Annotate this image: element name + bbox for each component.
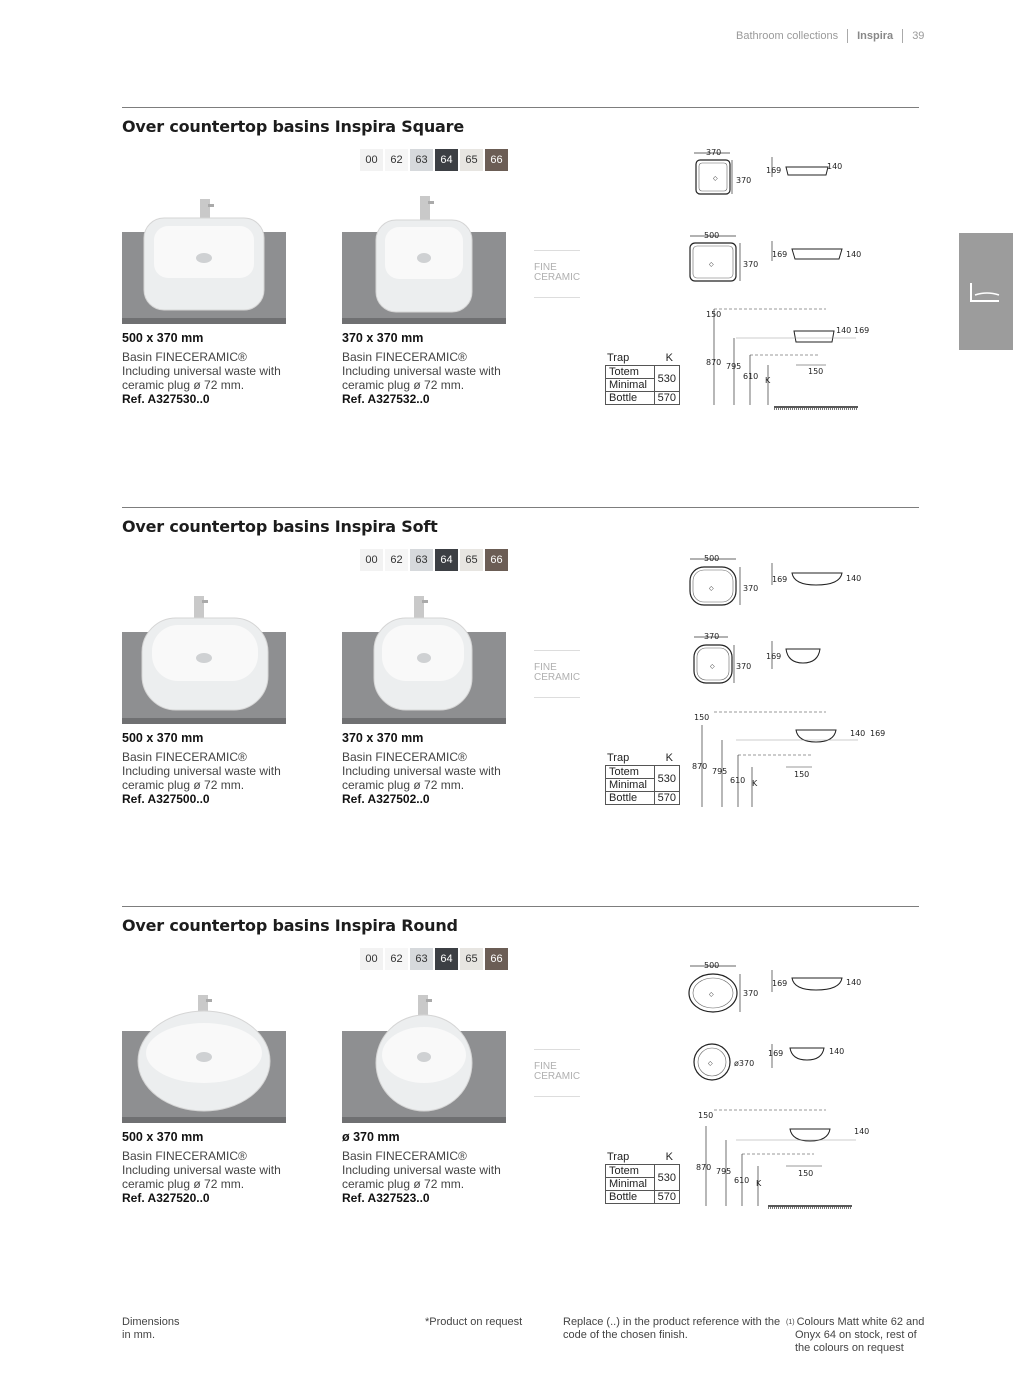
footer-text: in mm. <box>122 1329 155 1341</box>
header-section: Bathroom collections <box>736 30 839 42</box>
footer-text: *Product on request <box>425 1316 523 1328</box>
product-desc: Including universal waste with <box>122 764 281 778</box>
trap-header: Trap <box>607 1151 630 1163</box>
svg-text:◇: ◇ <box>709 261 714 268</box>
svg-text:◇: ◇ <box>709 991 714 998</box>
product-dimensions: 370 x 370 mm <box>342 331 424 345</box>
product-photo <box>122 995 286 1123</box>
product-photo <box>122 196 286 324</box>
product-ref: Ref. A327502..0 <box>342 792 430 806</box>
trap-header: Trap <box>607 352 630 364</box>
k-value: 570 <box>654 392 679 405</box>
k-value: 570 <box>654 792 679 805</box>
colour-swatch-64[interactable]: 64 <box>435 948 458 970</box>
product-photo <box>342 196 506 324</box>
dim-label: 370 <box>736 662 752 671</box>
product-info <box>342 1130 542 1205</box>
dim-label: 150 <box>698 1111 714 1120</box>
product-ref: Ref. A327520..0 <box>122 1191 210 1205</box>
product-desc: Including universal waste with <box>342 364 501 378</box>
dim-label: 150 <box>694 713 710 722</box>
trap-table <box>605 752 680 805</box>
dim-label: 870 <box>696 1163 712 1172</box>
header-divider <box>847 29 848 43</box>
header-collection: Inspira <box>857 30 894 42</box>
header-divider <box>902 29 903 43</box>
dim-label: 370 <box>706 148 722 157</box>
dim-label: 870 <box>692 762 708 771</box>
k-header: K <box>665 752 673 764</box>
dim-label: 140 <box>827 162 843 171</box>
trap-row: Bottle <box>606 1191 655 1204</box>
svg-text:◇: ◇ <box>709 585 714 592</box>
colour-swatch-00[interactable]: 00 <box>360 948 383 970</box>
colour-swatch-63[interactable]: 63 <box>410 948 433 970</box>
dim-label: 795 <box>712 767 728 776</box>
colour-swatches <box>360 948 508 970</box>
dim-label: 610 <box>734 1176 750 1185</box>
dim-label: 140 <box>850 729 866 738</box>
k-value: 530 <box>654 1165 679 1191</box>
footer-text: Colours Matt white 62 and <box>796 1316 925 1328</box>
product-ref: Ref. A327532..0 <box>342 392 430 406</box>
dim-label: 169 <box>772 979 788 988</box>
section-title: Over countertop basins Inspira Round <box>122 916 458 935</box>
product-dimensions: 500 x 370 mm <box>122 1130 204 1144</box>
running-header <box>736 29 951 43</box>
product-photo <box>122 596 286 724</box>
product-desc: Including universal waste with <box>122 1163 281 1177</box>
trap-row: Totem <box>606 366 655 379</box>
dim-label: 169 <box>772 575 788 584</box>
footer-dimensions-note <box>122 1316 179 1342</box>
section-rule <box>122 507 919 508</box>
dim-label: 169 <box>854 326 870 335</box>
product-photo <box>342 995 506 1123</box>
k-value: 530 <box>654 366 679 392</box>
dim-label: 370 <box>743 584 759 593</box>
product-desc: Basin FINECERAMIC® <box>342 350 467 364</box>
colour-swatch-66[interactable]: 66 <box>485 549 508 571</box>
colour-swatch-66[interactable]: 66 <box>485 149 508 171</box>
dim-label: 610 <box>730 776 746 785</box>
footer-text: Replace (..) in the product reference with the <box>563 1316 781 1328</box>
dim-label: 795 <box>716 1167 732 1176</box>
footer-text: Dimensions <box>122 1316 180 1328</box>
trap-row: Bottle <box>606 792 655 805</box>
product-ref: Ref. A327523..0 <box>342 1191 430 1205</box>
section-inspira-soft <box>0 507 1013 887</box>
dim-label: 169 <box>768 1049 784 1058</box>
product-desc: ceramic plug ø 72 mm. <box>122 1177 245 1191</box>
product-desc: Basin FINECERAMIC® <box>122 350 247 364</box>
dim-label: K <box>765 376 771 385</box>
dim-label: 140 <box>846 250 862 259</box>
section-rule <box>122 906 919 907</box>
dim-label: 500 <box>704 961 720 970</box>
k-header: K <box>665 352 673 364</box>
svg-text:◇: ◇ <box>713 175 718 182</box>
dim-label: 140 <box>829 1047 845 1056</box>
trap-row: Minimal <box>606 1178 655 1191</box>
svg-text:◇: ◇ <box>708 1060 713 1067</box>
product-desc: Including universal waste with <box>342 1163 501 1177</box>
product-info <box>122 731 322 806</box>
product-desc: ceramic plug ø 72 mm. <box>122 378 245 392</box>
dim-label: 169 <box>870 729 886 738</box>
k-value: 570 <box>654 1191 679 1204</box>
technical-drawing <box>686 545 886 815</box>
product-dimensions: ø 370 mm <box>342 1130 400 1144</box>
colour-swatch-00[interactable]: 00 <box>360 549 383 571</box>
dim-label: 500 <box>704 554 720 563</box>
dim-label: 150 <box>706 310 722 319</box>
colour-swatch-63[interactable]: 63 <box>410 149 433 171</box>
section-title: Over countertop basins Inspira Soft <box>122 517 438 536</box>
dim-label: 150 <box>798 1169 814 1178</box>
trap-header: Trap <box>607 752 630 764</box>
dim-label: 169 <box>766 166 782 175</box>
product-desc: Basin FINECERAMIC® <box>342 750 467 764</box>
product-desc: Basin FINECERAMIC® <box>342 1149 467 1163</box>
dim-label: 370 <box>743 989 759 998</box>
dim-label: 169 <box>772 250 788 259</box>
footer-text: Onyx 64 on stock, rest of <box>795 1329 917 1341</box>
colour-swatch-63[interactable]: 63 <box>410 549 433 571</box>
k-header: K <box>665 1151 673 1163</box>
section-title: Over countertop basins Inspira Square <box>122 117 464 136</box>
product-desc: Including universal waste with <box>342 764 501 778</box>
footer-replace-note <box>563 1316 780 1342</box>
dim-label: 610 <box>743 372 759 381</box>
trap-row: Minimal <box>606 779 655 792</box>
product-info <box>122 331 322 406</box>
colour-swatches <box>360 149 508 171</box>
footnote-marker: (1) <box>786 1319 795 1326</box>
product-desc: ceramic plug ø 72 mm. <box>342 778 465 792</box>
dim-label: ø370 <box>734 1059 755 1068</box>
dim-label: 140 <box>846 978 862 987</box>
footer-on-request-note <box>425 1316 522 1329</box>
dim-label: 370 <box>736 176 752 185</box>
product-info <box>122 1130 322 1205</box>
trap-row: Totem <box>606 766 655 779</box>
product-ref: Ref. A327530..0 <box>122 392 210 406</box>
dim-label: 870 <box>706 358 722 367</box>
colour-swatch-62[interactable]: 62 <box>385 948 408 970</box>
footer-text: the colours on request <box>795 1342 904 1354</box>
svg-text:◇: ◇ <box>710 663 715 670</box>
product-desc: Including universal waste with <box>122 364 281 378</box>
product-info <box>342 731 542 806</box>
trap-row: Minimal <box>606 379 655 392</box>
dim-label: 370 <box>743 260 759 269</box>
colour-swatch-62[interactable]: 62 <box>385 149 408 171</box>
product-dimensions: 500 x 370 mm <box>122 331 204 345</box>
colour-swatch-62[interactable]: 62 <box>385 549 408 571</box>
section-inspira-round <box>0 906 1013 1286</box>
section-rule <box>122 107 919 108</box>
dim-label: 140 <box>836 326 852 335</box>
fine-ceramic-logo: FINE CERAMIC <box>534 650 580 698</box>
section-inspira-square <box>0 107 1013 487</box>
product-photo <box>342 596 506 724</box>
footer-text: code of the chosen finish. <box>563 1329 688 1341</box>
dim-label: K <box>752 779 758 788</box>
product-desc: ceramic plug ø 72 mm. <box>342 378 465 392</box>
dim-label: 795 <box>726 362 742 371</box>
colour-swatch-65[interactable]: 65 <box>460 948 483 970</box>
colour-swatch-00[interactable]: 00 <box>360 149 383 171</box>
colour-swatch-66[interactable]: 66 <box>485 948 508 970</box>
technical-drawing <box>686 145 870 415</box>
colour-swatches <box>360 549 508 571</box>
dim-label: 370 <box>704 632 720 641</box>
dim-label: 150 <box>794 770 810 779</box>
k-value: 530 <box>654 766 679 792</box>
trap-row: Totem <box>606 1165 655 1178</box>
dim-label: 500 <box>704 231 720 240</box>
product-desc: ceramic plug ø 72 mm. <box>342 1177 465 1191</box>
footer-colours-note <box>786 1316 924 1355</box>
dim-label: 140 <box>846 574 862 583</box>
colour-swatch-65[interactable]: 65 <box>460 549 483 571</box>
colour-swatch-65[interactable]: 65 <box>460 149 483 171</box>
trap-table <box>605 352 680 405</box>
dim-label: 169 <box>766 652 782 661</box>
product-desc: Basin FINECERAMIC® <box>122 750 247 764</box>
dim-label: 140 <box>854 1127 870 1136</box>
product-ref: Ref. A327500..0 <box>122 792 210 806</box>
product-desc: ceramic plug ø 72 mm. <box>122 778 245 792</box>
product-dimensions: 370 x 370 mm <box>342 731 424 745</box>
dim-label: K <box>756 1179 762 1188</box>
product-dimensions: 500 x 370 mm <box>122 731 204 745</box>
fine-ceramic-logo: FINE CERAMIC <box>534 250 580 298</box>
trap-row: Bottle <box>606 392 655 405</box>
dim-label: 150 <box>808 367 824 376</box>
colour-swatch-64[interactable]: 64 <box>435 149 458 171</box>
product-info <box>342 331 542 406</box>
technical-drawing <box>686 944 870 1214</box>
colour-swatch-64[interactable]: 64 <box>435 549 458 571</box>
trap-table <box>605 1151 680 1204</box>
product-desc: Basin FINECERAMIC® <box>122 1149 247 1163</box>
page-number: 39 <box>912 30 925 42</box>
fine-ceramic-logo: FINE CERAMIC <box>534 1049 580 1097</box>
